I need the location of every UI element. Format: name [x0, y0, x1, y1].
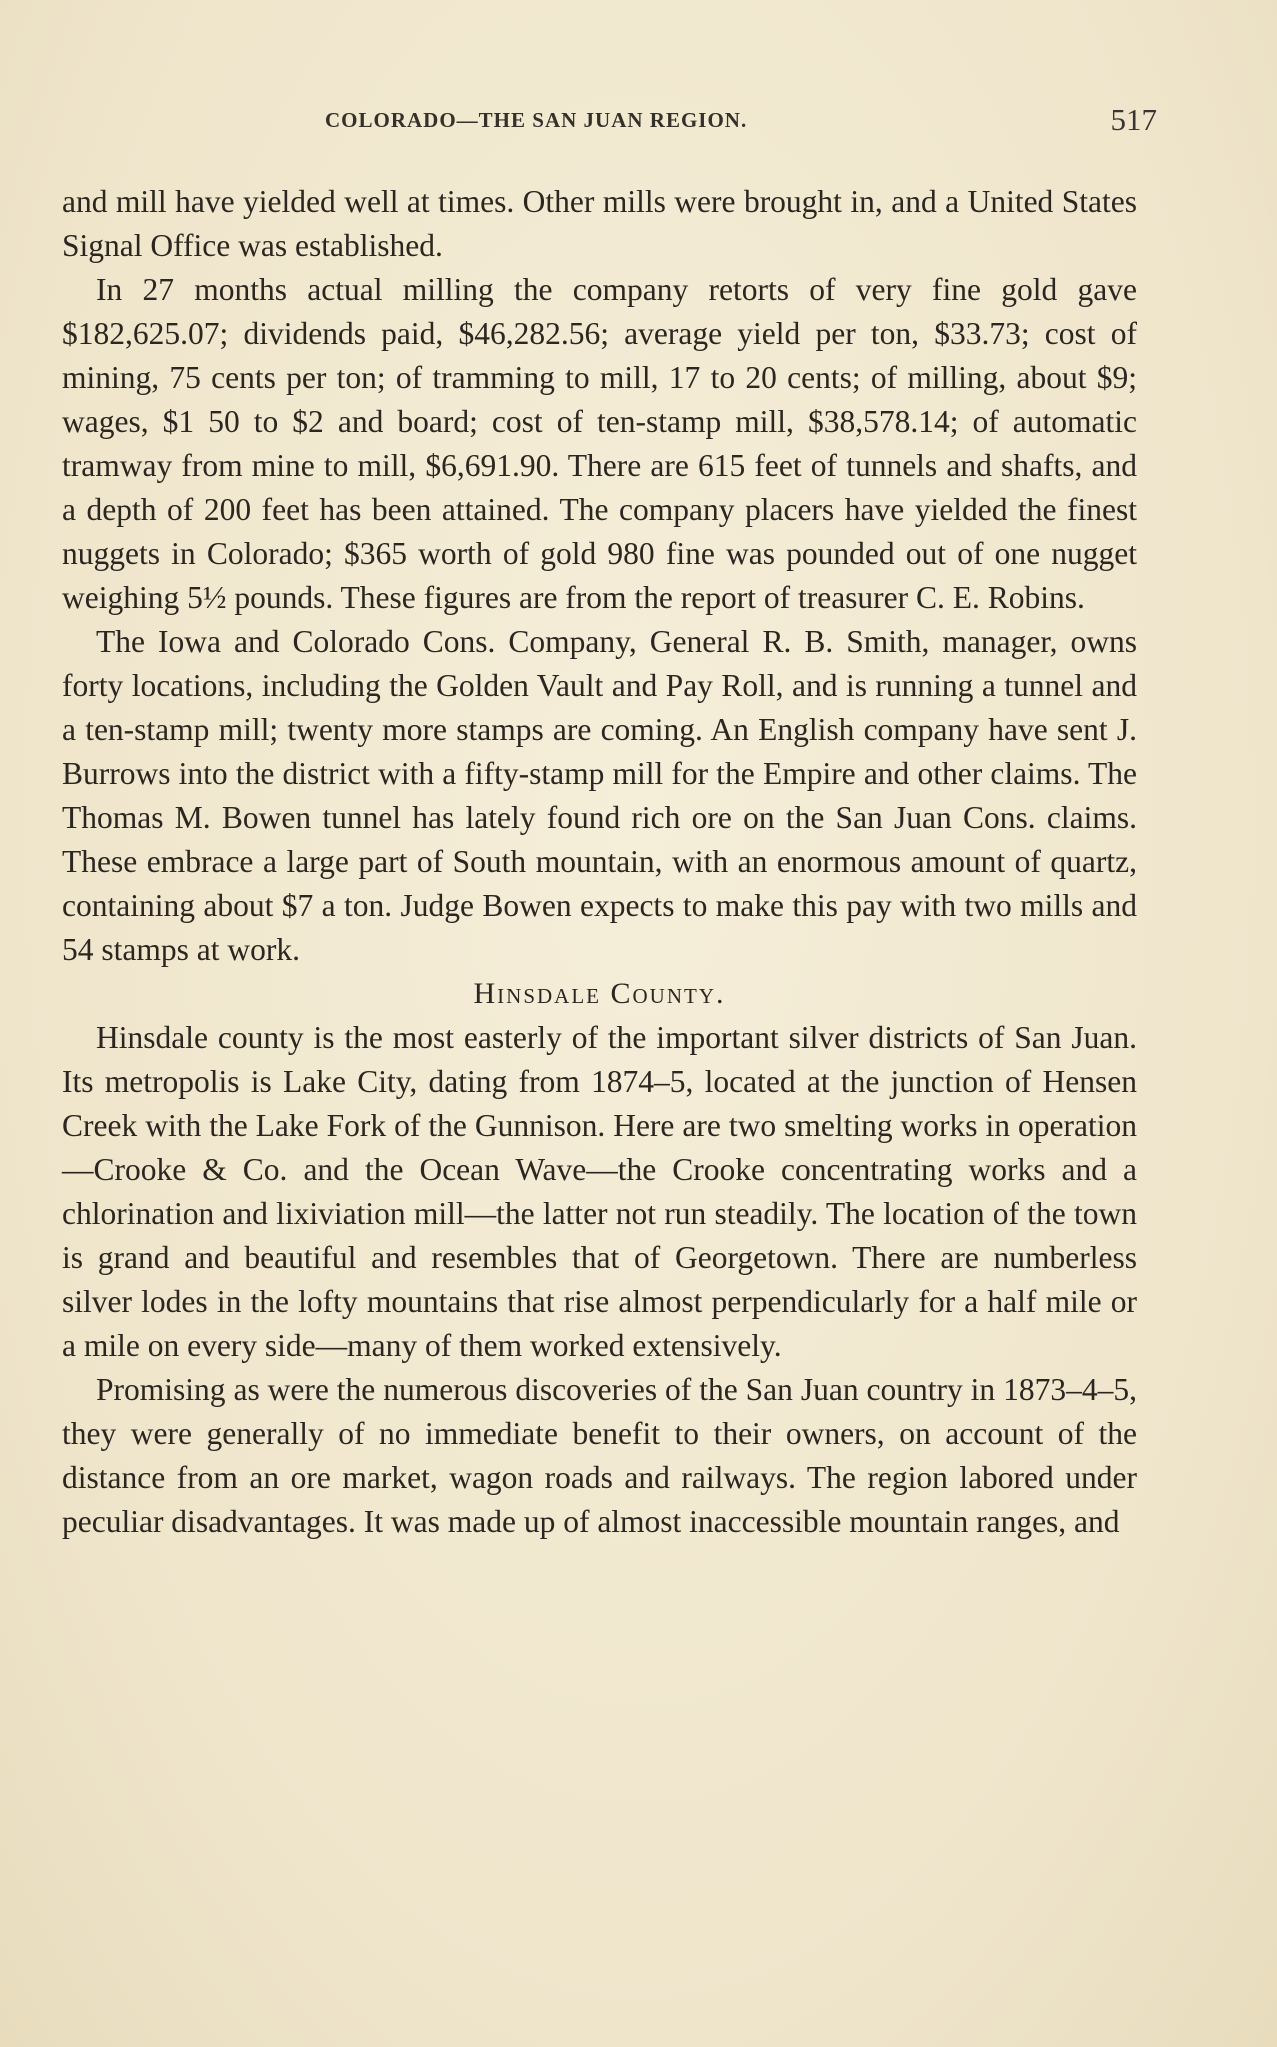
paragraph: In 27 months actual milling the company retorts of very fine gold gave $182,625.07; dividends paid, $46,282.56; average yield per ton, $33.73; cost of mining, 75 cents per ton; of tramming to mill, 17 to 20 cents; of milling, about $9; wages, $1 50 to $2 and board; cost of ten-stamp mill, $38,578.14; of automatic tramway from mine to mill, $6,691.90. There are 615 feet of tunnels and shafts, and a depth of 200 feet has been attained. The company placers have yielded the finest nuggets in Colorado; $365 worth of gold 980 fine was pounded out of one nugget weighing 5½ pounds. These figures are from the report of treasurer C. E. Robins.: [62, 272, 1137, 615]
page-header: [60, 100, 1157, 140]
paragraph: The Iowa and Colorado Cons. Company, General R. B. Smith, manager, owns forty locations, including the Golden Vault and Pay Roll, and is running a tunnel and a ten-stamp mill; twenty more stamps are coming. An English company have sent J. Burrows into the district with a fifty-stamp mill for the Empire and other claims. The Thomas M. Bowen tunnel has lately found rich ore on the San Juan Cons. claims. These embrace a large part of South mountain, with an enormous amount of quartz, containing about $7 a ton. Judge Bowen expects to make this pay with two mills and 54 stamps at work.: [62, 624, 1137, 967]
body-text: [62, 180, 1137, 1544]
paragraph: Hinsdale county is the most easterly of the important silver districts of San Juan. Its metropolis is Lake City, dating from 1874–5, located at the junction of Hensen Creek with the Lake Fork of the Gunnison. Here are two smelting works in operation—Crooke & Co. and the Ocean Wave—the Crooke concentrating works and a chlorination and lixiviation mill—the latter not run steadily. The location of the town is grand and beautiful and resembles that of Georgetown. There are numberless silver lodes in the lofty mountains that rise almost perpendicularly for a half mile or a mile on every side—many of them worked extensively.: [62, 1020, 1137, 1363]
running-head: COLORADO—THE SAN JUAN REGION.: [325, 108, 748, 132]
paragraph: and mill have yielded well at times. Other mills were brought in, and a United States Signal Office was established.: [62, 184, 1137, 263]
section-heading: Hinsdale County.: [473, 977, 726, 1010]
paragraph: Promising as were the numerous discoveries of the San Juan country in 1873–4–5, they were generally of no immediate benefit to their owners, on account of the distance from an ore market, wagon roads and railways. The region labored under peculiar disadvantages. It was made up of almost inaccessible mountain ranges, and: [62, 1372, 1137, 1539]
page-number: 517: [1110, 102, 1157, 137]
